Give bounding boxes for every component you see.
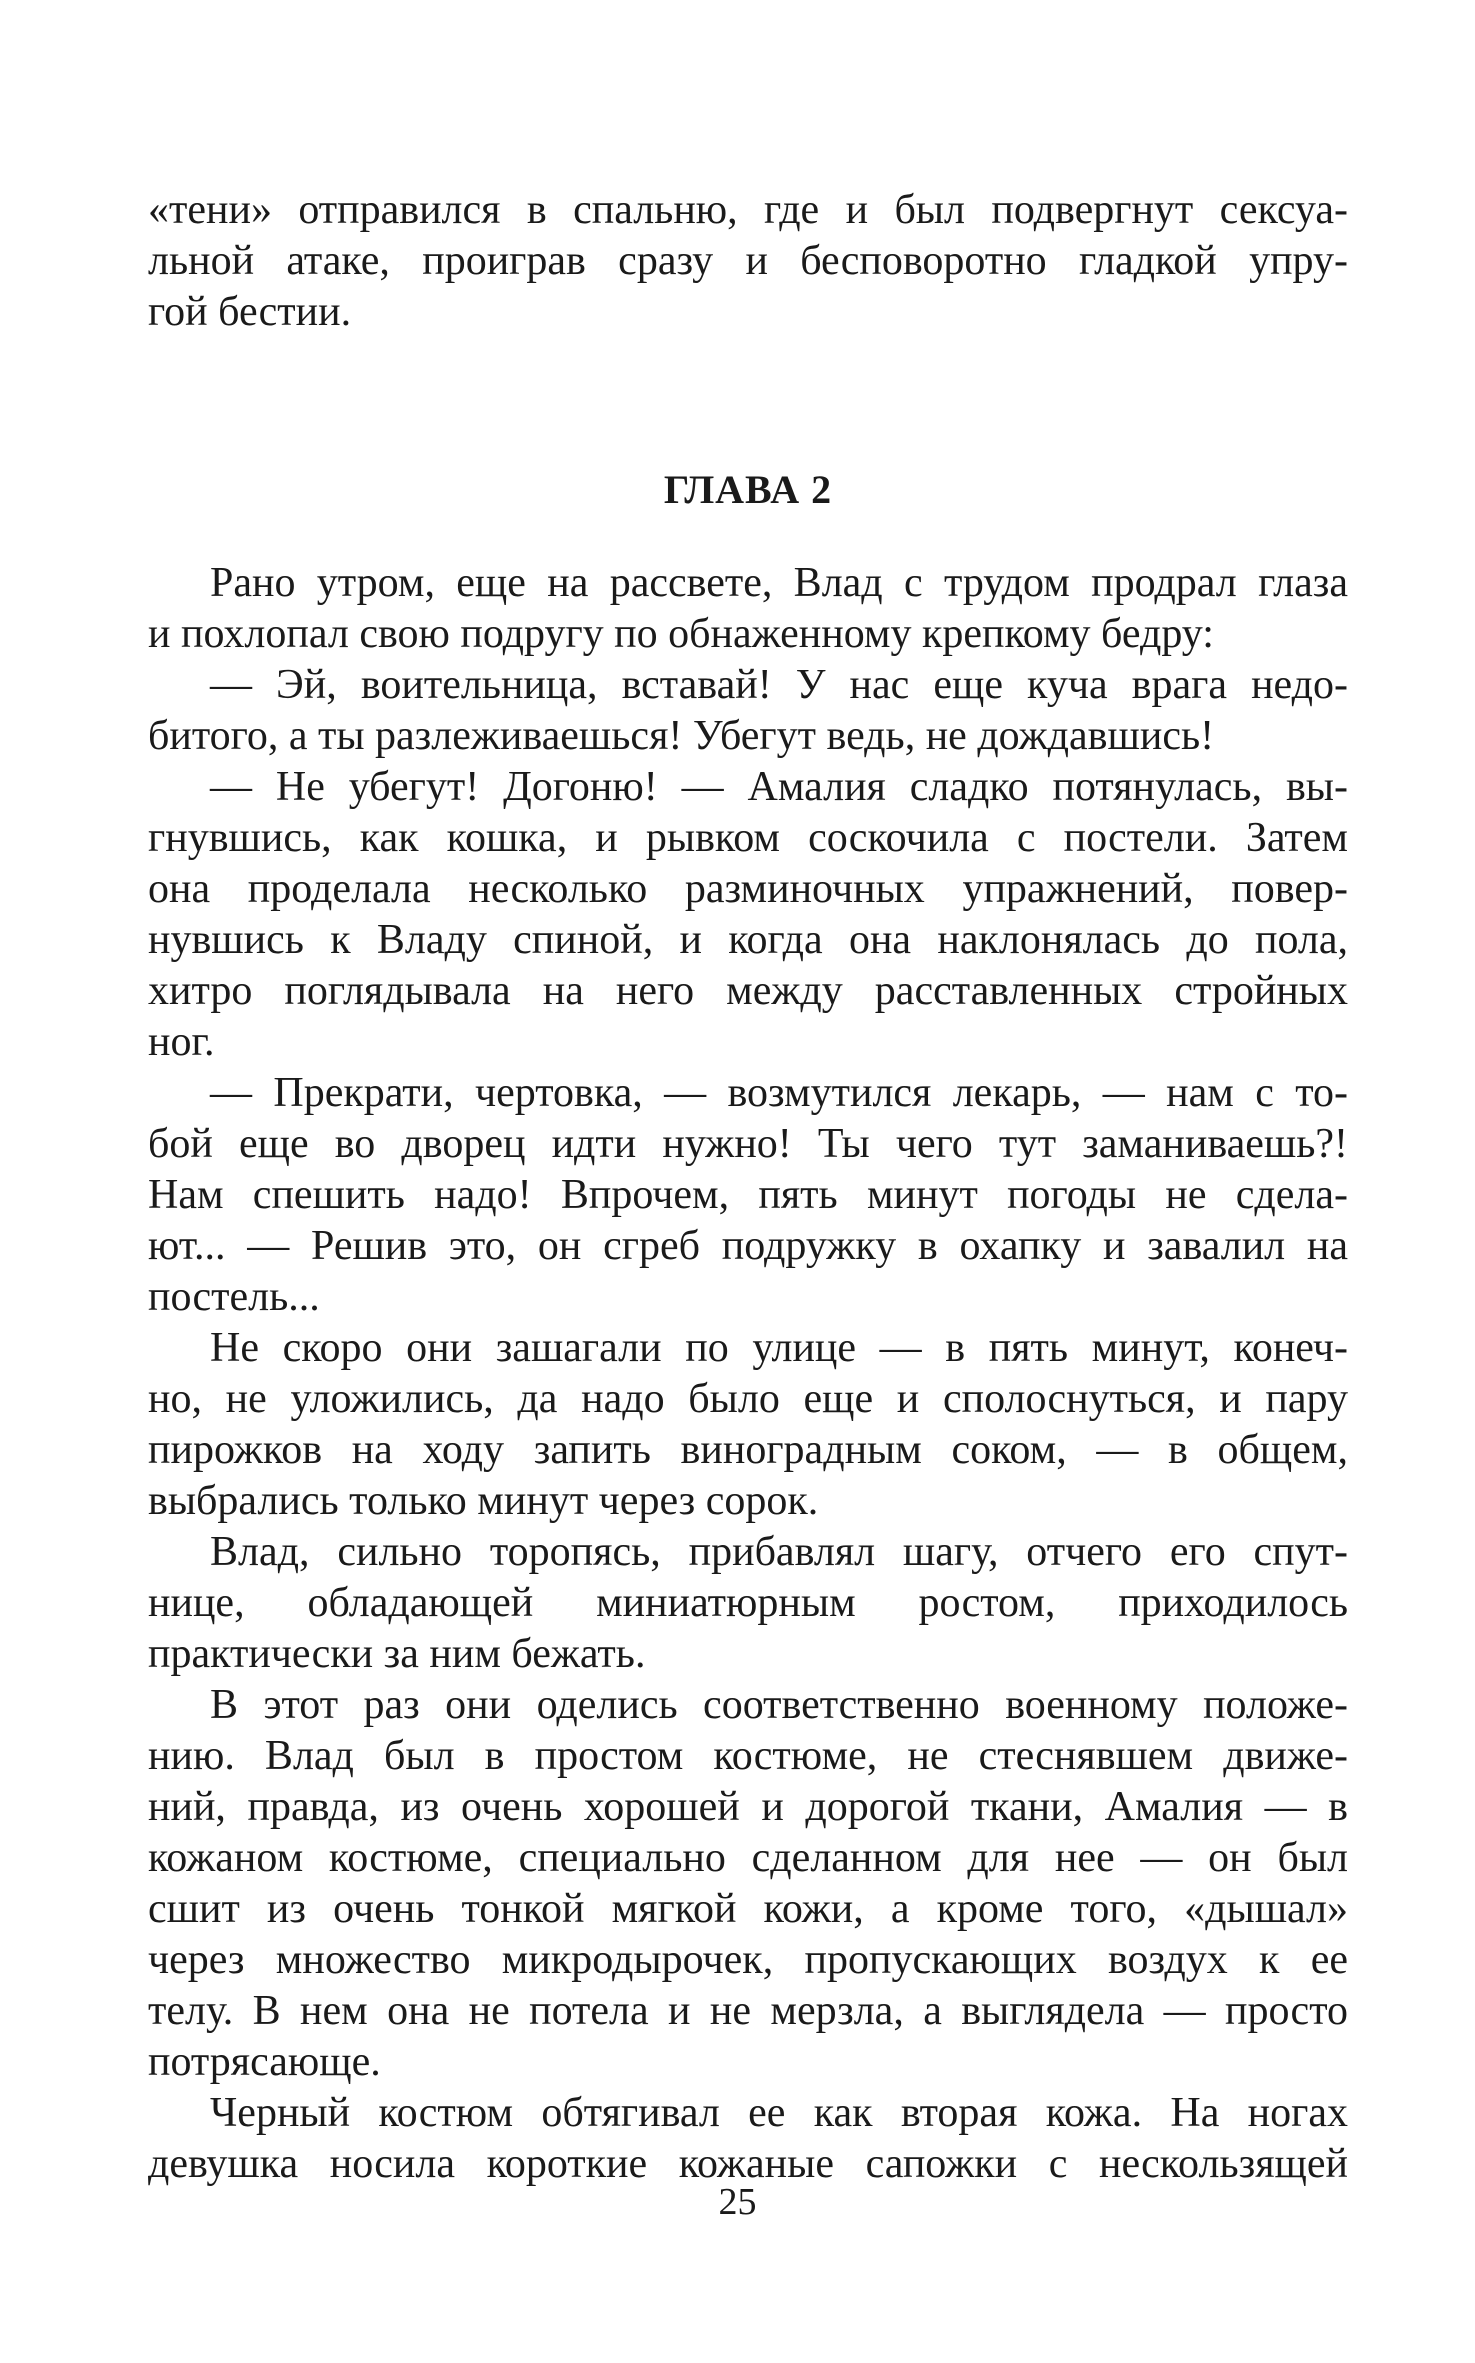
text-line: хитро поглядывала на него между расставленных стройных <box>148 968 1348 1014</box>
text-line: «тени» отправился в спальню, где и был подвергнут сексуа- <box>148 187 1348 233</box>
opening-paragraph <box>148 185 1348 338</box>
paragraph <box>148 2088 1348 2190</box>
text-line: — Эй, воительница, вставай! У нас еще куча врага недо- <box>210 662 1348 708</box>
paragraph <box>148 660 1348 762</box>
text-line: Черный костюм обтягивал ее как вторая кожа. На ногах <box>210 2090 1348 2136</box>
paragraph <box>148 762 1348 1068</box>
text-line: льной атаке, проиграв сразу и бесповоротно гладкой упру- <box>148 238 1348 284</box>
text-line: — Прекрати, чертовка, — возмутился лекарь, — нам с то- <box>210 1070 1348 1116</box>
text-line: постель... <box>148 1274 320 1320</box>
page-number: 25 <box>718 2181 757 2223</box>
paragraph <box>148 1680 1348 2088</box>
text-line: но, не уложились, да надо было еще и сполоснуться, и пару <box>148 1376 1348 1422</box>
text-line: и похлопал свою подругу по обнаженному крепкому бедру: <box>148 611 1214 657</box>
paragraph <box>148 1068 1348 1323</box>
text-line: девушка носила короткие кожаные сапожки с нескользящей <box>148 2141 1348 2187</box>
text-line: Влад, сильно торопясь, прибавлял шагу, отчего его спут- <box>210 1529 1348 1575</box>
text-line: она проделала несколько разминочных упражнений, повер- <box>148 866 1348 912</box>
text-line: ний, правда, из очень хорошей и дорогой ткани, Амалия — в <box>148 1784 1348 1830</box>
text-line: нию. Влад был в простом костюме, не стеснявшем движе- <box>148 1733 1348 1779</box>
text-line: Не скоро они зашагали по улице — в пять минут, конеч- <box>210 1325 1348 1371</box>
text-line: гнувшись, как кошка, и рывком соскочила с постели. Затем <box>148 815 1348 861</box>
text-line: телу. В нем она не потела и не мерзла, а выглядела — просто <box>148 1988 1348 2034</box>
paragraph <box>148 558 1348 660</box>
paragraph <box>148 1527 1348 1680</box>
text-line: пирожков на ходу запить виноградным соком, — в общем, <box>148 1427 1348 1473</box>
text-line: гой бестии. <box>148 289 352 335</box>
text-line: нувшись к Владу спиной, и когда она наклонялась до пола, <box>148 917 1348 963</box>
text-line: битого, а ты разлеживаешься! Убегут ведь, не дождавшись! <box>148 713 1215 759</box>
text-line: бой еще во дворец идти нужно! Ты чего тут заманиваешь?! <box>148 1121 1348 1167</box>
text-line: Рано утром, еще на рассвете, Влад с трудом продрал глаза <box>210 560 1348 606</box>
text-line: ног. <box>148 1019 215 1065</box>
text-line: выбрались только минут через сорок. <box>148 1478 819 1524</box>
text-line: нице, обладающей миниатюрным ростом, приходилось <box>148 1580 1348 1626</box>
text-line: — Не убегут! Догоню! — Амалия сладко потянулась, вы- <box>210 764 1348 810</box>
page-body <box>148 185 1348 2190</box>
text-line: В этот раз они оделись соответственно военному положе- <box>210 1682 1348 1728</box>
text-line: потрясающе. <box>148 2039 381 2085</box>
text-line: Нам спешить надо! Впрочем, пять минут погоды не сдела- <box>148 1172 1348 1218</box>
chapter-heading: ГЛАВА 2 <box>663 467 833 512</box>
text-line: ют... — Решив это, он сгреб подружку в охапку и завалил на <box>148 1223 1348 1269</box>
text-line: сшит из очень тонкой мягкой кожи, а кроме того, «дышал» <box>148 1886 1348 1932</box>
text-line: через множество микродырочек, пропускающих воздух к ее <box>148 1937 1348 1983</box>
paragraph <box>148 1323 1348 1527</box>
text-line: кожаном костюме, специально сделанном для нее — он был <box>148 1835 1348 1881</box>
text-line: практически за ним бежать. <box>148 1631 646 1677</box>
